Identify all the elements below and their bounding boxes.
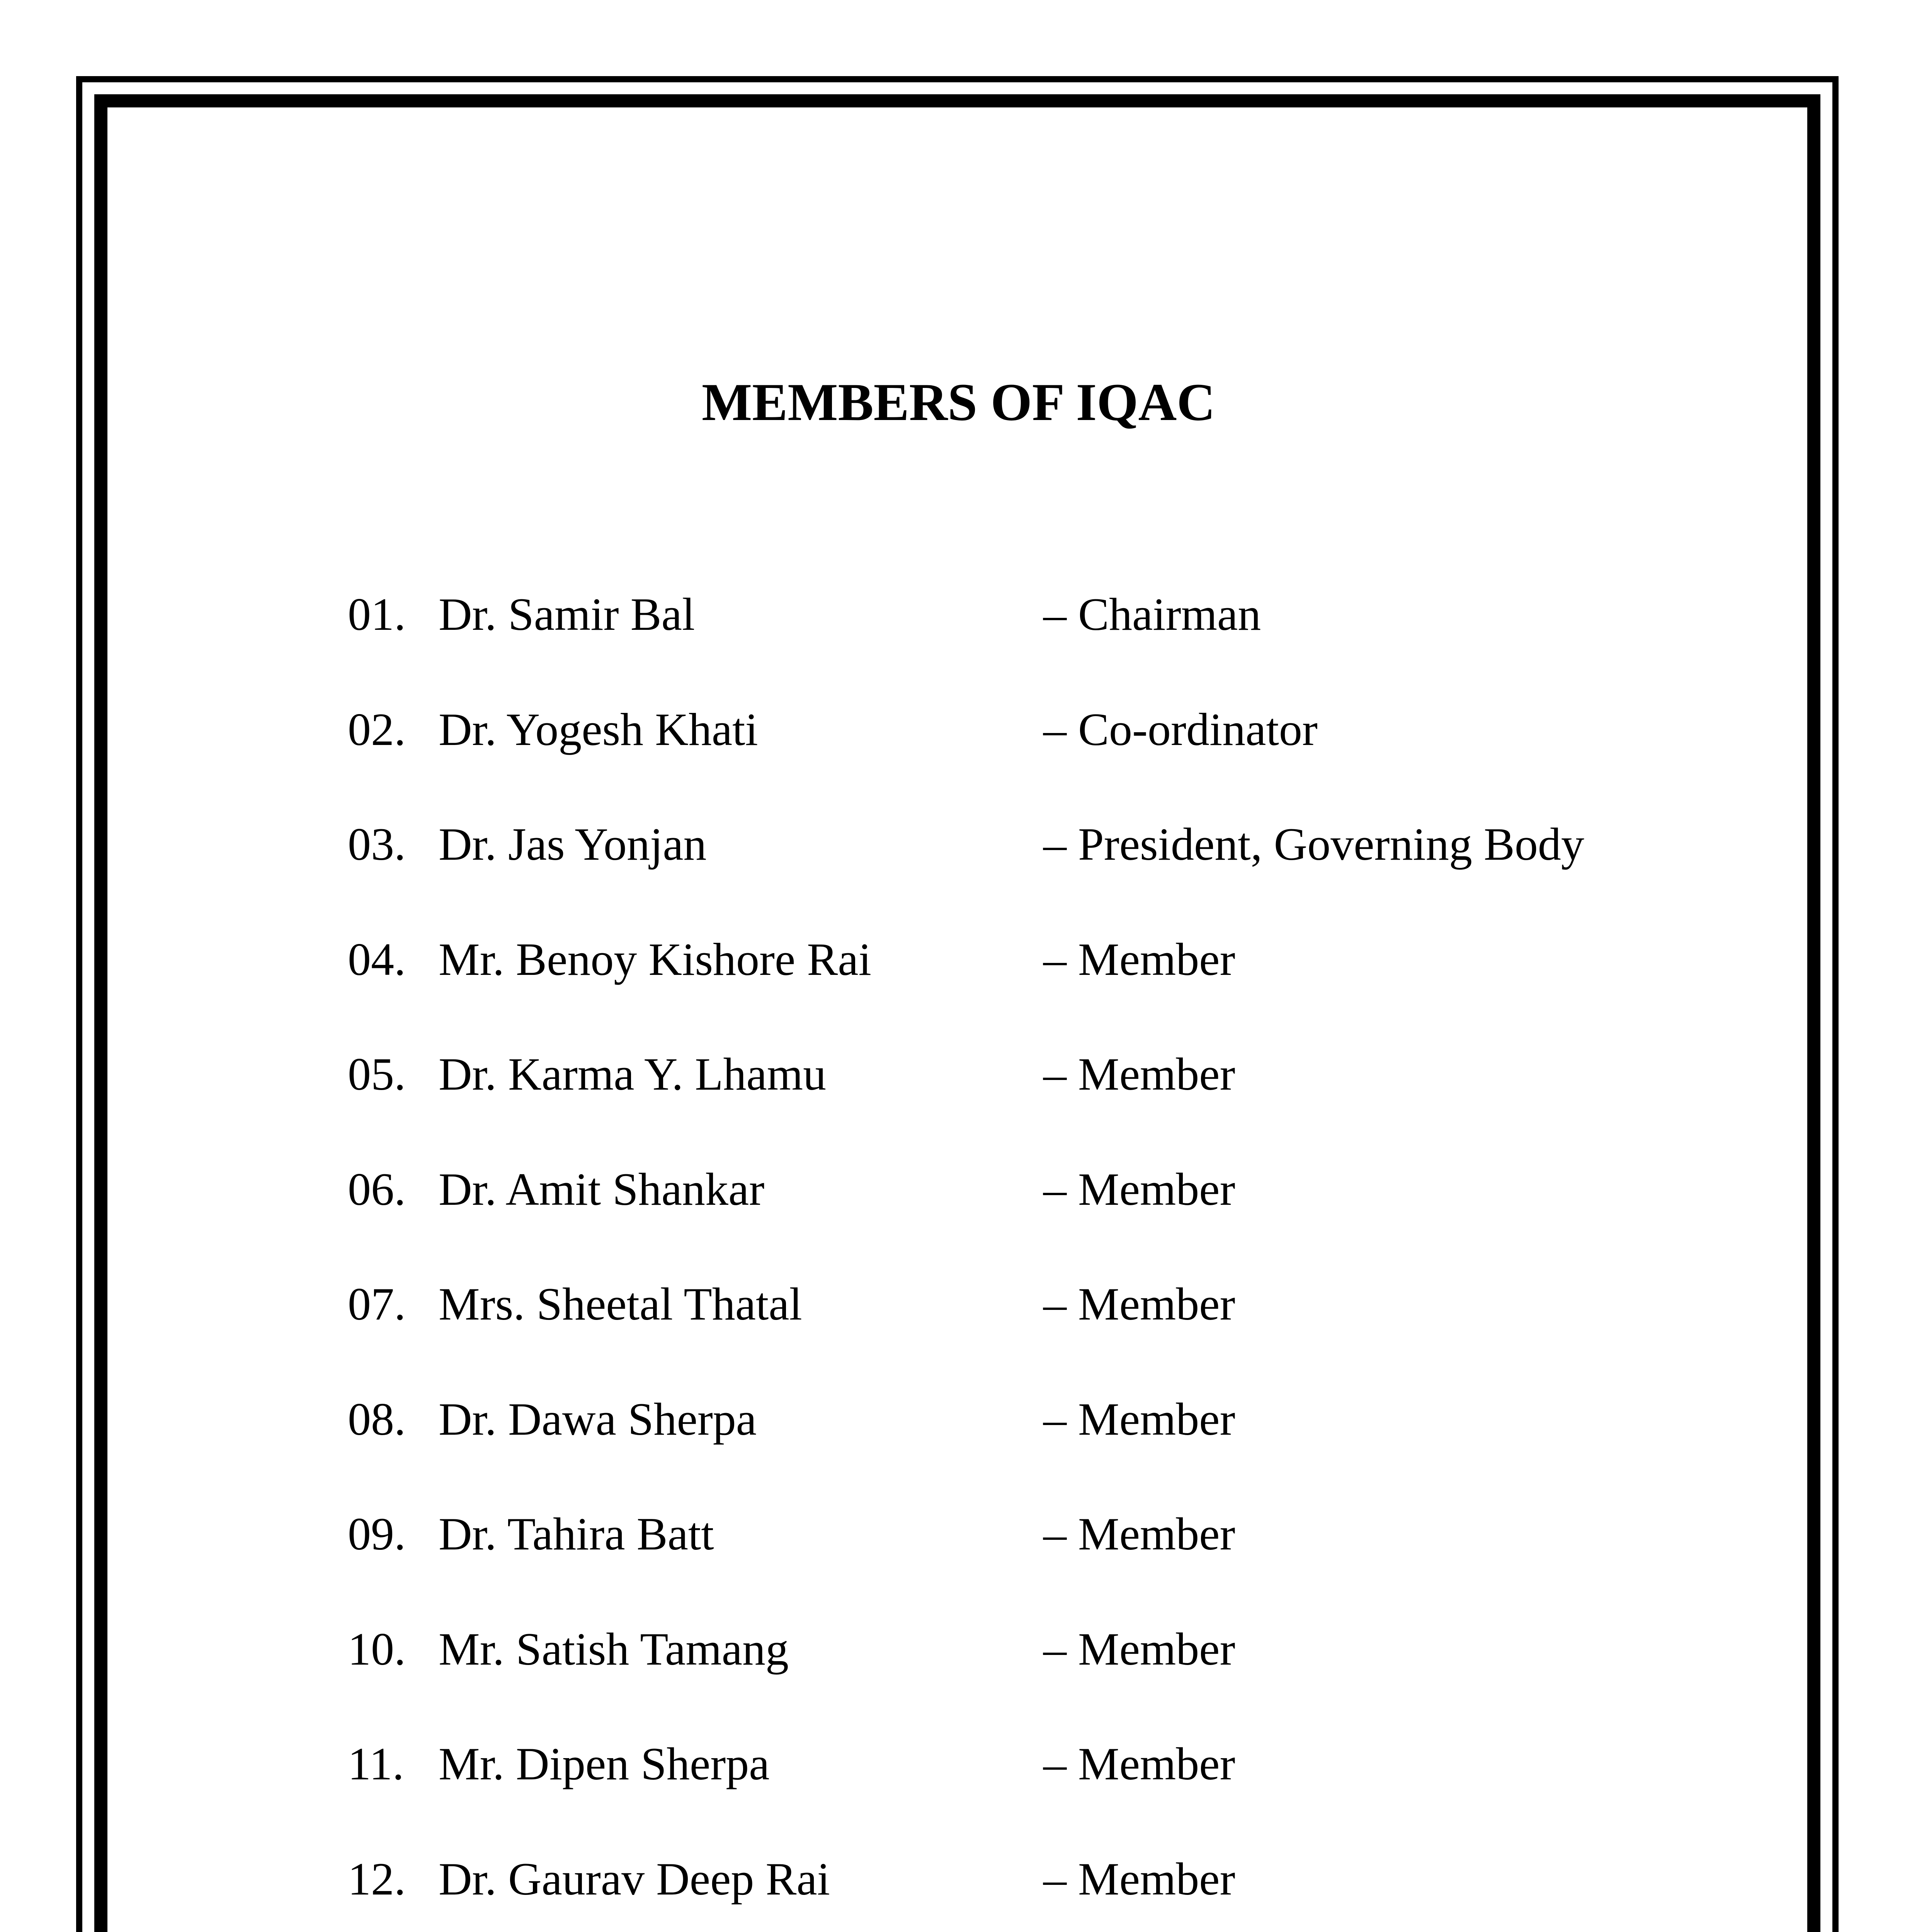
member-number: 12. (348, 1853, 406, 1905)
list-item (348, 703, 1778, 821)
member-number: 03. (348, 818, 406, 870)
list-item (348, 1393, 1778, 1511)
list-item (348, 588, 1778, 706)
member-role: – Co-ordinator (1043, 703, 1318, 755)
member-role: – Member (1043, 1738, 1235, 1789)
list-item (348, 1853, 1778, 1932)
member-number: 04. (348, 933, 406, 985)
member-number: 09. (348, 1508, 406, 1560)
member-number: 11. (348, 1738, 404, 1789)
member-role: – Member (1043, 1393, 1235, 1445)
member-role: – Member (1043, 1853, 1235, 1905)
list-item (348, 1623, 1778, 1741)
member-number: 07. (348, 1278, 406, 1330)
member-number: 06. (348, 1163, 406, 1215)
member-role: – Member (1043, 933, 1235, 985)
member-name: Mr. Dipen Sherpa (439, 1738, 770, 1789)
list-item (348, 818, 1778, 936)
list-item (348, 1508, 1778, 1626)
member-number: 10. (348, 1623, 406, 1675)
member-name: Dr. Dawa Sherpa (439, 1393, 757, 1445)
member-name: Dr. Gaurav Deep Rai (439, 1853, 830, 1905)
member-role: – Member (1043, 1163, 1235, 1215)
member-role: – Member (1043, 1278, 1235, 1330)
list-item (348, 1163, 1778, 1281)
member-role: – Chairman (1043, 588, 1261, 640)
member-role: – Member (1043, 1623, 1235, 1675)
member-role: – Member (1043, 1508, 1235, 1560)
member-name: Dr. Amit Shankar (439, 1163, 765, 1215)
member-role: – President, Governing Body (1043, 818, 1584, 870)
member-name: Mr. Benoy Kishore Rai (439, 933, 871, 985)
list-item (348, 933, 1778, 1051)
list-item (348, 1738, 1778, 1856)
member-name: Dr. Yogesh Khati (439, 703, 758, 755)
member-role: – Member (1043, 1048, 1235, 1100)
member-name: Dr. Samir Bal (439, 588, 695, 640)
member-name: Dr. Karma Y. Lhamu (439, 1048, 827, 1100)
member-name: Dr. Tahira Batt (439, 1508, 714, 1560)
page-title: MEMBERS OF IQAC (702, 372, 1215, 432)
member-number: 05. (348, 1048, 406, 1100)
members-list (348, 588, 1778, 1932)
member-name: Mr. Satish Tamang (439, 1623, 789, 1675)
member-number: 08. (348, 1393, 406, 1445)
member-number: 02. (348, 703, 406, 755)
list-item (348, 1278, 1778, 1396)
list-item (348, 1048, 1778, 1166)
member-name: Dr. Jas Yonjan (439, 818, 707, 870)
member-number: 01. (348, 588, 406, 640)
member-name: Mrs. Sheetal Thatal (439, 1278, 802, 1330)
